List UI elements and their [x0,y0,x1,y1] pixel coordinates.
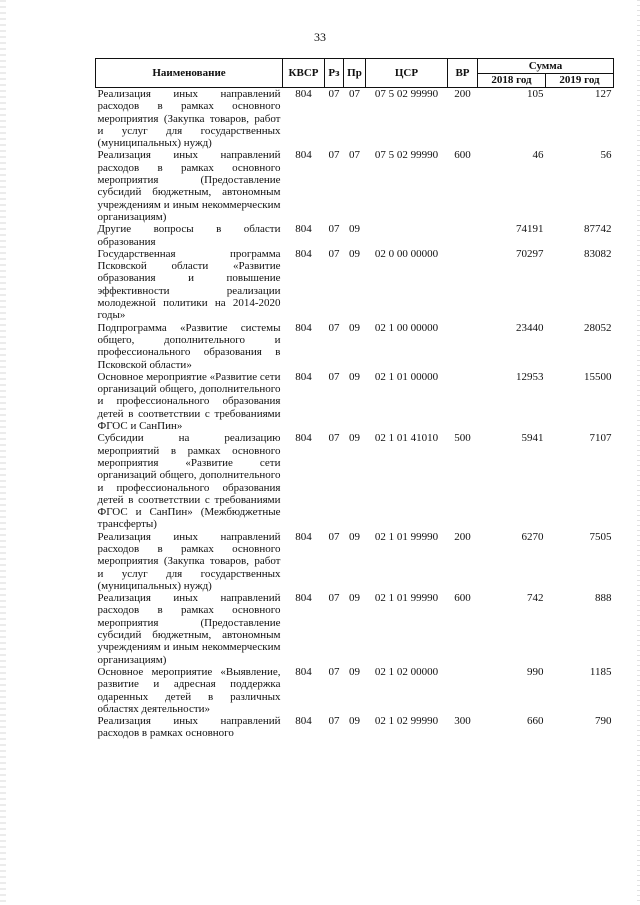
cell-pr: 09 [349,321,360,334]
table-row [96,322,614,371]
cell-name: Государственная программа Псковской области «Развитие образования и повышение эффективности реализации молодежной политики на 2014-2020 годы» [97,247,281,322]
header-year-2019: 2019 год [546,74,614,88]
cell-csr: 02 1 01 99990 [374,592,439,605]
cell-name: Реализация иных направлений расходов в рамках основного мероприятия (Предоставление субсидий бюджетным, автономным учреждениям и иным некоммерческим организациям) [97,149,281,223]
cell-csr [366,223,448,248]
cell-csr: 02 1 01 00000 [374,370,439,383]
cell-csr: 02 1 01 99990 [374,530,439,543]
cell-sum-2019: 888 [595,592,612,605]
cell-rz: 07 [328,715,340,728]
page-number: 33 [314,30,326,44]
cell-csr: 02 1 00 00000 [374,321,439,334]
cell-sum-2019: 790 [595,715,612,728]
cell-vr: 300 [454,715,471,728]
cell-vr [448,223,478,248]
cell-sum-2019: 87742 [584,223,612,236]
scan-edge-left [0,0,6,905]
budget-table [95,58,614,740]
cell-pr: 07 [349,149,360,162]
cell-sum-2019: 127 [595,88,612,100]
cell-sum-2019: 7107 [589,432,612,445]
cell-name: Другие вопросы в области образования [97,223,281,248]
cell-rz: 07 [328,530,340,543]
cell-pr: 09 [349,665,360,678]
cell-kvsr: 804 [295,149,312,162]
header-vr: ВР [448,59,478,88]
cell-csr: 07 5 02 99990 [374,88,439,100]
cell-rz: 07 [328,88,340,100]
cell-vr: 600 [454,592,471,605]
cell-kvsr: 804 [295,530,312,543]
cell-rz: 07 [328,247,340,260]
table-row [96,666,614,715]
cell-kvsr: 804 [295,247,312,260]
cell-sum-2018: 74191 [516,223,544,236]
cell-kvsr: 804 [295,592,312,605]
header-sum: Сумма [478,59,614,74]
table-header [96,59,614,88]
cell-csr: 02 1 02 00000 [374,665,439,678]
table-row [96,88,614,150]
cell-rz: 07 [328,321,340,334]
cell-sum-2018: 23440 [516,321,544,334]
cell-vr: 600 [454,149,471,162]
cell-kvsr: 804 [295,432,312,445]
cell-name: Основное мероприятие «Выявление, развитие и адресная поддержка одаренных детей в различных областях деятельности» [97,665,281,715]
header-kvsr: КВСР [283,59,325,88]
cell-rz: 07 [328,149,340,162]
cell-pr: 07 [349,88,360,100]
table-row [96,432,614,530]
cell-sum-2018: 70297 [516,247,544,260]
cell-rz: 07 [328,592,340,605]
cell-csr: 07 5 02 99990 [374,149,439,162]
cell-name: Реализация иных направлений расходов в рамках основного мероприятия (Закупка товаров, работ и услуг для государственных (муниципальных) нужд) [97,530,281,592]
cell-name: Реализация иных направлений расходов в рамках основного мероприятия (Закупка товаров, работ и услуг для государственных (муниципальных) нужд) [97,88,281,150]
cell-name: Подпрограмма «Развитие системы общего, дополнительного и профессионального образования в Псковской области» [97,321,281,371]
header-csr: ЦСР [366,59,448,88]
cell-pr: 09 [349,247,360,260]
cell-vr: 200 [454,530,471,543]
cell-kvsr: 804 [295,321,312,334]
cell-vr [448,248,478,322]
cell-name: Субсидии на реализацию мероприятий в рамках основного мероприятия «Развитие сети организаций общего, дополнительного и профессионального образования детей в соответствии с требованиями ФГОС и СанПин» (Межбюджетные трансферты) [97,432,281,531]
cell-vr: 200 [454,88,471,100]
cell-sum-2018: 46 [532,149,544,162]
cell-sum-2018: 990 [527,665,544,678]
header-year-2018: 2018 год [478,74,546,88]
cell-kvsr: 804 [295,665,312,678]
cell-sum-2018: 660 [527,715,544,728]
cell-pr: 09 [349,530,360,543]
cell-sum-2019: 1185 [589,665,612,678]
table-body [96,88,614,740]
table-row [96,715,614,740]
cell-vr [448,371,478,432]
cell-rz: 07 [328,223,340,236]
header-name: Наименование [96,59,283,88]
cell-rz: 07 [328,665,340,678]
cell-kvsr: 804 [295,715,312,728]
cell-pr: 09 [349,370,360,383]
cell-csr: 02 0 00 00000 [374,247,439,260]
header-pr: Пр [344,59,366,88]
cell-sum-2019: 56 [600,149,612,162]
cell-sum-2018: 5941 [521,432,544,445]
cell-sum-2018: 105 [527,88,544,100]
cell-pr: 09 [349,223,360,236]
cell-name: Реализация иных направлений расходов в рамках основного [97,715,281,740]
cell-pr: 09 [349,432,360,445]
cell-kvsr: 804 [295,370,312,383]
cell-sum-2019: 83082 [584,247,612,260]
header-rz: Рз [325,59,344,88]
table-row [96,248,614,322]
cell-sum-2019: 28052 [584,321,612,334]
cell-csr: 02 1 01 41010 [374,432,439,445]
cell-sum-2018: 12953 [516,370,544,383]
table-row [96,371,614,432]
cell-name: Основное мероприятие «Развитие сети организаций общего, дополнительного и профессионального образования детей в соответствии с требованиями ФГОС и СанПин» [97,370,281,433]
cell-vr [448,666,478,715]
cell-pr: 09 [349,592,360,605]
cell-sum-2019: 7505 [589,530,612,543]
table-row [96,149,614,223]
cell-sum-2018: 742 [527,592,544,605]
cell-kvsr: 804 [295,88,312,100]
cell-rz: 07 [328,432,340,445]
cell-sum-2019: 15500 [584,370,612,383]
table-row [96,592,614,666]
cell-rz: 07 [328,370,340,383]
cell-pr: 09 [349,715,360,728]
table-row [96,223,614,248]
cell-kvsr: 804 [295,223,312,236]
table-row [96,531,614,592]
cell-vr: 500 [454,432,471,445]
cell-name: Реализация иных направлений расходов в рамках основного мероприятия (Предоставление субсидий бюджетным, автономным учреждениям и иным некоммерческим организациям) [97,592,281,666]
cell-vr [448,322,478,371]
cell-csr: 02 1 02 99990 [374,715,439,728]
cell-sum-2018: 6270 [521,530,544,543]
